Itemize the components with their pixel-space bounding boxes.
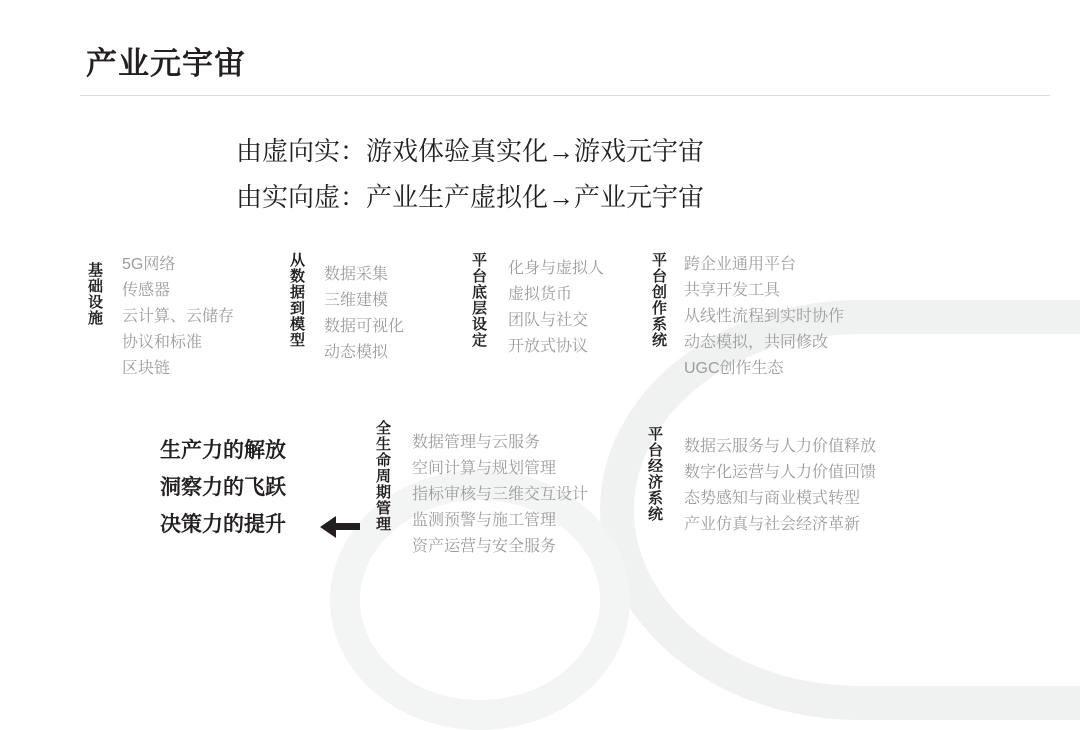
column-label-platform-economy: 平台经济系统 bbox=[646, 426, 663, 522]
list-item: 产业仿真与社会经济革新 bbox=[684, 516, 861, 533]
conclusion-item: 洞察力的飞跃 bbox=[160, 476, 286, 499]
lead-text-block bbox=[236, 128, 704, 220]
column-label-data-to-model: 从数据到模型 bbox=[288, 252, 305, 348]
list-item: 5G网络 bbox=[122, 256, 176, 273]
list-item: 数据可视化 bbox=[324, 318, 405, 335]
conclusion-item: 生产力的解放 bbox=[160, 439, 286, 462]
column-items-lifecycle-management bbox=[412, 430, 588, 560]
column-items-platform-creation bbox=[684, 252, 844, 382]
list-item: 云计算、云储存 bbox=[122, 308, 235, 325]
column-label-infrastructure: 基础设施 bbox=[86, 262, 103, 326]
arrow-shaft bbox=[334, 523, 360, 530]
column-label-platform-creation: 平台创作系统 bbox=[650, 252, 667, 348]
column-label-platform-base: 平台底层设定 bbox=[470, 252, 487, 348]
list-item: 传感器 bbox=[122, 282, 171, 299]
list-item: UGC创作生态 bbox=[684, 360, 784, 377]
list-item: 数据管理与云服务 bbox=[412, 434, 541, 451]
list-item: 团队与社交 bbox=[508, 312, 589, 329]
list-item: 开放式协议 bbox=[508, 338, 589, 355]
column-label-lifecycle-management: 全生命周期管理 bbox=[374, 420, 391, 532]
list-item: 资产运营与安全服务 bbox=[412, 538, 557, 555]
arrow-left-icon bbox=[320, 516, 336, 538]
column-items-data-to-model bbox=[324, 262, 404, 366]
column-items-infrastructure bbox=[122, 252, 234, 382]
list-item: 数据采集 bbox=[324, 266, 389, 283]
list-item: 跨企业通用平台 bbox=[684, 256, 797, 273]
list-item: 空间计算与规划管理 bbox=[412, 460, 557, 477]
list-item: 数据云服务与人力价值释放 bbox=[684, 438, 877, 455]
column-items-platform-base bbox=[508, 256, 604, 360]
list-item: 态势感知与商业模式转型 bbox=[684, 490, 861, 507]
list-item: 共享开发工具 bbox=[684, 282, 781, 299]
title-divider bbox=[80, 95, 1050, 96]
lead-line-2: 由实向虚：产业生产虚拟化→产业元宇宙 bbox=[236, 182, 705, 212]
list-item: 动态模拟 bbox=[324, 344, 389, 361]
column-items-platform-economy bbox=[684, 434, 876, 538]
list-item: 监测预警与施工管理 bbox=[412, 512, 557, 529]
lead-line-1: 由虚向实：游戏体验真实化→游戏元宇宙 bbox=[236, 136, 705, 166]
list-item: 数字化运营与人力价值回馈 bbox=[684, 464, 877, 481]
list-item: 区块链 bbox=[122, 360, 171, 377]
list-item: 三维建模 bbox=[324, 292, 389, 309]
list-item: 协议和标准 bbox=[122, 334, 203, 351]
list-item: 化身与虚拟人 bbox=[508, 260, 605, 277]
conclusion-item: 决策力的提升 bbox=[160, 513, 286, 536]
list-item: 虚拟货币 bbox=[508, 286, 573, 303]
list-item: 从线性流程到实时协作 bbox=[684, 308, 845, 325]
list-item: 动态模拟，共同修改 bbox=[684, 334, 829, 351]
list-item: 指标审核与三维交互设计 bbox=[412, 486, 589, 503]
conclusions-block bbox=[128, 432, 318, 543]
page-title: 产业元宇宙 bbox=[86, 46, 246, 81]
